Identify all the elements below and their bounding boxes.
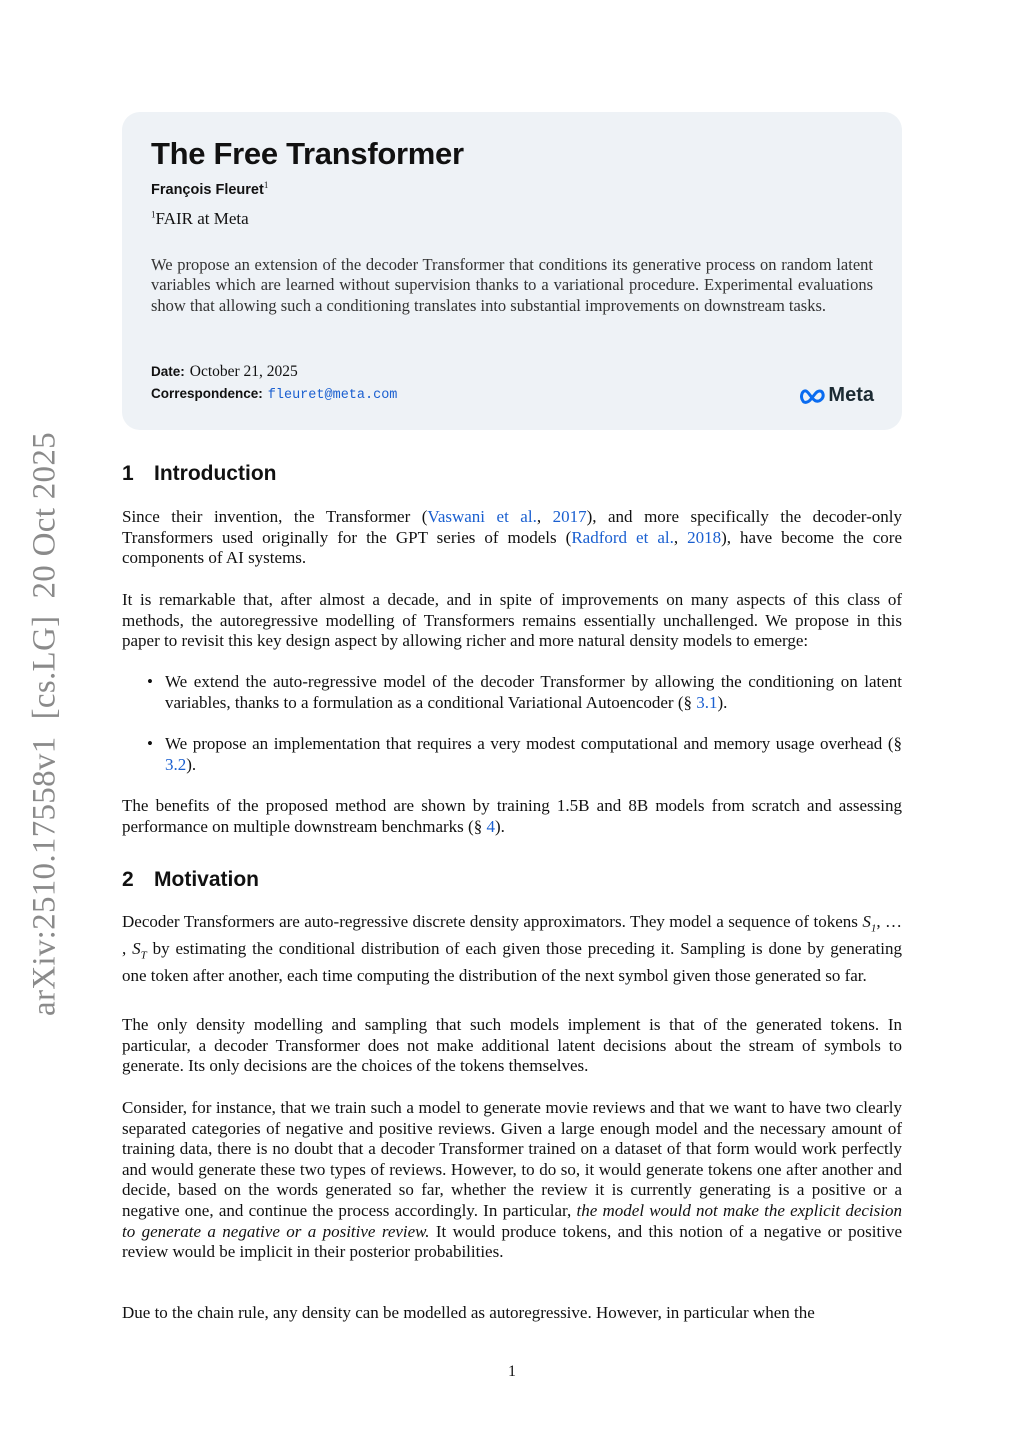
- intro-paragraph-1: [122, 507, 902, 569]
- text: ).: [494, 816, 505, 836]
- math-s1: [862, 912, 877, 935]
- author-affiliation-mark: 1: [263, 180, 269, 190]
- motivation-paragraph-4: Due to the chain rule, any density can be modelled as autoregressive. However, in particular when the: [122, 1303, 815, 1322]
- correspondence-label: Correspondence:: [151, 386, 263, 401]
- text: We extend the auto-regressive model of the decoder Transformer by allowing the conditioning on latent variables, thanks to a formulation as a conditional Variational Autoencoder (§: [165, 672, 902, 712]
- text: ).: [186, 754, 197, 774]
- text: ,: [673, 527, 688, 547]
- arxiv-side-stamp: arXiv:2510.17558v1 [cs.LG] 20 Oct 2025: [26, 432, 63, 1016]
- author-name: François Fleuret: [151, 181, 264, 198]
- math-subscript: 1: [870, 922, 877, 935]
- text: ,: [536, 507, 553, 526]
- correspondence-line: [151, 385, 397, 403]
- section-heading-introduction: [122, 462, 276, 486]
- section-ref-link[interactable]: 4: [486, 816, 495, 836]
- date-value: October 21, 2025: [189, 363, 298, 380]
- date-label: Date:: [151, 364, 185, 379]
- math-subscript: T: [140, 949, 147, 962]
- section-heading-motivation: [122, 868, 259, 892]
- meta-logo-text: Meta: [828, 384, 874, 406]
- text: ), and more specifically the decoder-only Transformers used originally for the GPT series of models (: [122, 507, 902, 547]
- affiliation: [151, 209, 249, 229]
- text: It would produce tokens, and this notion of a negative or positive review would be implicit in their posterior probabilities.: [122, 1221, 902, 1262]
- text: Decoder Transformers are auto-regressive discrete density approximators. They model a sequence of tokens: [122, 912, 863, 931]
- section-title: Motivation: [154, 868, 259, 891]
- abstract: We propose an extension of the decoder Transformer that conditions its generative process on random latent variables which are learned without supervision thanks to a variational procedure. Experimental evaluations show that allowing such a conditioning translates into substantial improvements on downstream tasks.: [151, 255, 873, 315]
- motivation-paragraph-3: [122, 1098, 902, 1263]
- section-number: 2: [122, 868, 134, 891]
- citation-year-link[interactable]: 2017: [552, 507, 587, 526]
- intro-paragraph-2: It is remarkable that, after almost a decade, and in spite of improvements on many aspects of this class of methods, the autoregressive modelling of Transformers remains essentially unchallenged. We propose in this paper to revisit this key design aspect by allowing richer and more natural density models to emerge:: [122, 590, 902, 651]
- bullet-icon: •: [147, 672, 153, 691]
- text: , … ,: [122, 912, 903, 958]
- citation-radford-link[interactable]: Radford et al.: [571, 527, 674, 547]
- text: The benefits of the proposed method are shown by training 1.5B and 8B models from scratch and assessing performance on multiple downstream benchmarks (§: [122, 796, 902, 836]
- section-ref-link[interactable]: 3.1: [696, 692, 718, 712]
- text: ), have become the core components of AI systems.: [122, 527, 903, 568]
- meta-infinity-icon: [800, 388, 826, 404]
- email-link[interactable]: fleuret@meta.com: [267, 388, 398, 403]
- section-title: Introduction: [154, 462, 277, 485]
- affiliation-mark: 1: [151, 209, 156, 220]
- citation-vaswani-link[interactable]: Vaswani et al.: [427, 507, 537, 526]
- section-ref-link[interactable]: 3.2: [165, 754, 187, 774]
- emphasized-text: the model would not make the explicit decision to generate a negative or a positive review.: [122, 1200, 902, 1241]
- text: by estimating the conditional distribution of each given those preceding it. Sampling is done by generating one token after another, each time computing the distribution of the next symbol given those generated so far.: [122, 938, 903, 985]
- math-symbol: S: [132, 938, 141, 958]
- list-item: [147, 734, 902, 775]
- list-item: [147, 672, 902, 713]
- text: We propose an implementation that requires a very modest computational and memory usage overhead (§: [165, 734, 902, 753]
- citation-year-link[interactable]: 2018: [687, 527, 722, 547]
- page-number: 1: [508, 1363, 516, 1380]
- text: Since their invention, the Transformer (: [122, 507, 428, 526]
- bullet-icon: •: [147, 734, 153, 753]
- math-symbol: S: [862, 912, 871, 931]
- title-block: [122, 112, 902, 430]
- intro-paragraph-3: [122, 796, 902, 837]
- meta-logo: [800, 384, 874, 407]
- paper-title: The Free Transformer: [151, 136, 464, 171]
- text: Consider, for instance, that we train such a model to generate movie reviews and that we want to have two clearly separated categories of negative and positive reviews. Given a large enough model and the necessary amount of training data, there is no doubt that a decoder Transformer trained on a dataset of that form would work perfectly and would generate these two types of reviews. However, to do so, it would generate tokens one after another and decide, based on the words generated so far, whether the review it is currently generating is a positive or a negative one, and continue the process accordingly. In particular,: [122, 1098, 902, 1220]
- motivation-paragraph-2: The only density modelling and sampling that such models implement is that of the generated tokens. In particular, a decoder Transformer does not make additional latent decisions about the stream of symbols to generate. Its only decisions are the choices of the tokens themselves.: [122, 1015, 902, 1076]
- date-line: [151, 363, 298, 381]
- motivation-paragraph-1: [122, 912, 902, 987]
- affiliation-name: FAIR at Meta: [155, 209, 249, 228]
- math-st: [132, 938, 147, 962]
- author: [151, 180, 268, 198]
- section-number: 1: [122, 462, 134, 485]
- text: ).: [717, 692, 728, 712]
